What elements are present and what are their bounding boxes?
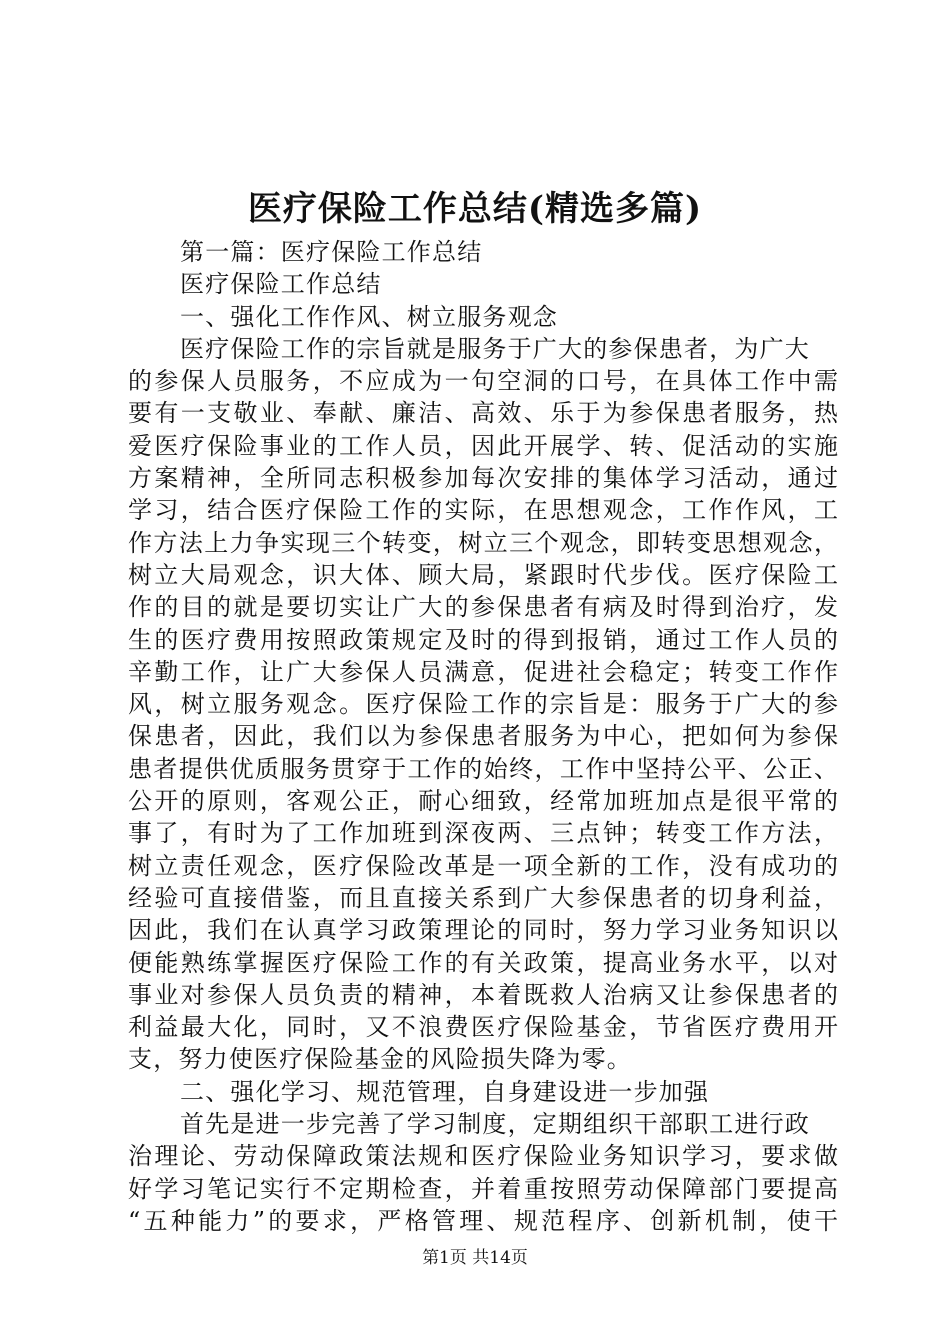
paragraph-line: 经验可直接借鉴，而且直接关系到广大参保患者的切身利益，: [128, 883, 838, 912]
paragraph-line: 方案精神，全所同志积极参加每次安排的集体学习活动，通过: [128, 464, 838, 493]
paragraph-line: 因此，我们在认真学习政策理论的同时，努力学习业务知识以: [128, 916, 838, 945]
section-heading-part-one: 第一篇：医疗保险工作总结: [180, 238, 483, 266]
paragraph-line: 作方法上力争实现三个转变，树立三个观念，即转变思想观念，: [128, 528, 838, 557]
paragraph-line: 事了，有时为了工作加班到深夜两、三点钟；转变工作方法，: [128, 819, 838, 848]
paragraph-line: 爱医疗保险事业的工作人员，因此开展学、转、促活动的实施: [128, 431, 838, 460]
paragraph-line: 要有一支敬业、奉献、廉洁、高效、乐于为参保患者服务，热: [128, 399, 838, 428]
section-heading-one: 一、强化工作作风、树立服务观念: [180, 302, 558, 331]
paragraph-line: 树立责任观念，医疗保险改革是一项全新的工作，没有成功的: [128, 851, 838, 880]
section-heading-two: 二、强化学习、规范管理，自身建设进一步加强: [180, 1077, 710, 1106]
paragraph-line: 风，树立服务观念。医疗保险工作的宗旨是：服务于广大的参: [128, 690, 838, 719]
paragraph-line: 学习，结合医疗保险工作的实际，在思想观念，工作作风，工: [128, 496, 838, 525]
paragraph-line: 好学习笔记实行不定期检查，并着重按照劳动保障部门要提高: [128, 1174, 838, 1203]
paragraph-line: 利益最大化，同时，又不浪费医疗保险基金，节省医疗费用开: [128, 1013, 838, 1042]
paragraph-line: 治理论、劳动保障政策法规和医疗保险业务知识学习，要求做: [128, 1142, 838, 1171]
paragraph-line: 医疗保险工作的宗旨就是服务于广大的参保患者，为广大: [180, 334, 810, 363]
document-body: [128, 236, 838, 1237]
paragraph-line: 便能熟练掌握医疗保险工作的有关政策，提高业务水平，以对: [128, 948, 838, 977]
paragraph-line: 患者提供优质服务贯穿于工作的始终，工作中坚持公平、公正、: [128, 754, 838, 783]
paragraph-line: 保患者，因此，我们以为参保患者服务为中心，把如何为参保: [128, 722, 838, 751]
paragraph-line: “五种能力”的要求，严格管理、规范程序、创新机制，使干: [128, 1206, 838, 1235]
paragraph-line: 支，努力使医疗保险基金的风险损失降为零。: [128, 1045, 632, 1074]
paragraph-line: 公开的原则，客观公正，耐心细致，经常加班加点是很平常的: [128, 787, 838, 816]
paragraph-line: 首先是进一步完善了学习制度，定期组织干部职工进行政: [180, 1110, 810, 1139]
paragraph-line: 辛勤工作，让广大参保人员满意，促进社会稳定；转变工作作: [128, 657, 838, 686]
page-number-footer: 第1页 共14页: [422, 1248, 528, 1268]
paragraph-line: 树立大局观念，识大体、顾大局，紧跟时代步伐。医疗保险工: [128, 560, 838, 589]
document-title: 医疗保险工作总结(精选多篇): [247, 189, 703, 229]
paragraph-line: 事业对参保人员负责的精神，本着既救人治病又让参保患者的: [128, 980, 838, 1009]
subtitle: 医疗保险工作总结: [180, 270, 382, 299]
paragraph-line: 生的医疗费用按照政策规定及时的得到报销，通过工作人员的: [128, 625, 838, 654]
paragraph-line: 的参保人员服务，不应成为一句空洞的口号，在具体工作中需: [128, 367, 838, 396]
paragraph-line: 作的目的就是要切实让广大的参保患者有病及时得到治疗，发: [128, 593, 838, 622]
